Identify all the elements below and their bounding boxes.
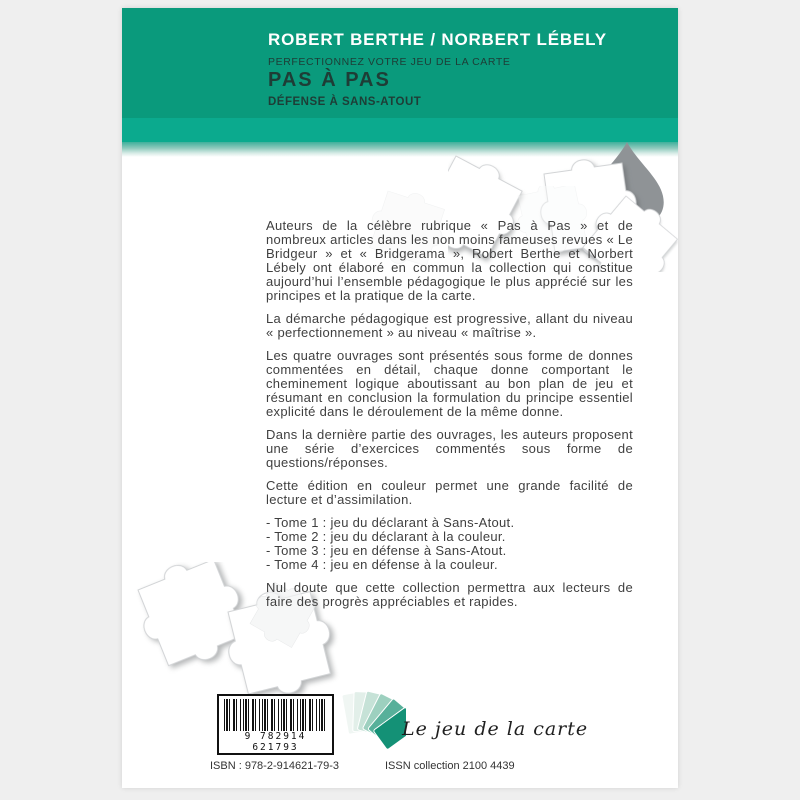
isbn-text: ISBN : 978-2-914621-79-3: [209, 760, 340, 772]
tome-list: [266, 516, 633, 572]
barcode-digits: 9 782914 621793: [219, 731, 332, 753]
publisher-name: Le jeu de la carte: [402, 718, 589, 740]
tome-item: - Tome 2 : jeu du déclarant à la couleur.: [266, 529, 506, 544]
barcode: [217, 694, 334, 755]
paragraph: La démarche pédagogique est progressive, allant du niveau « perfectionnement » au niveau « maîtrise ».: [266, 311, 633, 340]
book-back-cover: [122, 8, 678, 788]
tome-item: - Tome 1 : jeu du déclarant à Sans-Atout.: [266, 515, 515, 530]
book-subtitle: DÉFENSE À SANS-ATOUT: [268, 96, 422, 108]
paragraph: Cette édition en couleur permet une grande facilité de lecture et d’assimilation.: [266, 478, 633, 507]
paragraph: Dans la dernière partie des ouvrages, les auteurs proposent une série d’exercices commentés sous forme de questions/réponses.: [266, 427, 633, 470]
series-line: PERFECTIONNEZ VOTRE JEU DE LA CARTE: [268, 56, 511, 68]
tome-item: - Tome 4 : jeu en défense à la couleur.: [266, 557, 498, 572]
header: [268, 30, 607, 108]
book-title: PAS À PAS: [268, 69, 391, 91]
closing-paragraph: Nul doute que cette collection permettra aux lecteurs de faire des progrès appréciables et rapides.: [266, 580, 633, 609]
paragraph: Les quatre ouvrages sont présentés sous forme de donnes commentées en détail, chaque donne comportant le cheminement logique aboutissant au bon plan de jeu et résumant en conclusion la formulation du principe essentiel explicité dans le déroulement de la même donne.: [266, 348, 633, 419]
card-fan-icon: [342, 686, 406, 762]
back-cover-text: [266, 219, 633, 618]
authors-line: ROBERT BERTHE / NORBERT LÉBELY: [268, 30, 607, 49]
issn-text: ISSN collection 2100 4439: [385, 760, 515, 772]
paragraph: Auteurs de la célèbre rubrique « Pas à Pas » et de nombreux articles dans les non moins fameuses revues « Le Bridgeur » et « Bridgerama », Robert Berthe et Norbert Lébely ont élaboré en commun la collection qui constitue aujourd’hui l’ensemble pédagogique le plus apprécié sur les principes et la pratique de la carte.: [266, 218, 633, 303]
tome-item: - Tome 3 : jeu en défense à Sans-Atout.: [266, 543, 507, 558]
